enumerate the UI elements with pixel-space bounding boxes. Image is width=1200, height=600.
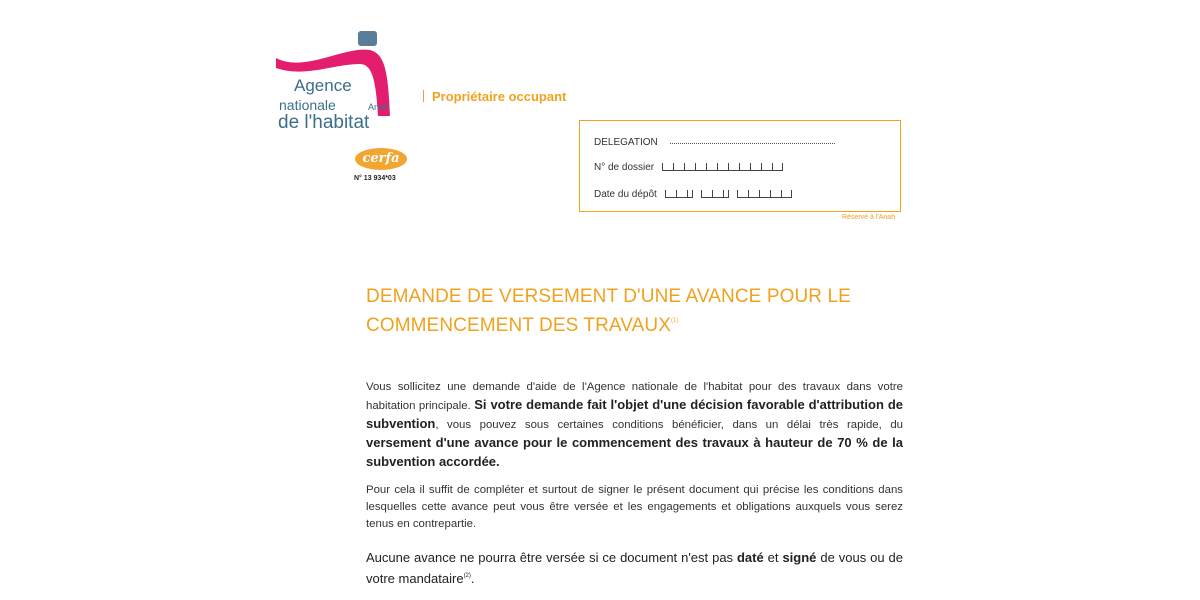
warning-text-2: et <box>763 550 783 565</box>
warning-text-3: de vous ou de votre mandataire <box>366 550 903 586</box>
intro-bold-2: versement d'une avance pour le commencement des travaux à hauteur de 70 % de la subvention accordée. <box>366 435 903 469</box>
cerfa-number: N° 13 934*03 <box>354 175 396 182</box>
logo-word-agence: Agence <box>294 76 352 95</box>
depot-row <box>594 189 792 200</box>
anah-logo <box>274 28 404 138</box>
title-line-2: COMMENCEMENT DES TRAVAUX <box>366 315 672 336</box>
instructions-paragraph: Pour cela il suffit de compléter et surtout de signer le présent document qui précise les conditions dans lesquelles cette avance peut vous être versée et les engagements et obligations auxquels vous serez tenus en contrepartie. <box>366 484 903 530</box>
owner-type-label <box>423 89 566 104</box>
delegation-label: DELEGATION <box>594 137 658 148</box>
delegation-row <box>594 135 835 148</box>
delegation-field[interactable] <box>670 135 835 144</box>
warning-bold-date: daté <box>736 550 764 565</box>
owner-divider <box>423 90 424 102</box>
reserved-note: Réservé à l'Anah <box>842 214 896 221</box>
warning-paragraph <box>366 549 903 588</box>
intro-text-2: , vous pouvez sous certaines conditions bénéficier, dans un délai très rapide, du <box>435 419 903 431</box>
logo-word-nationale: nationale <box>279 97 336 113</box>
owner-type-text: Propriétaire occupant <box>432 89 567 104</box>
warning-note-ref: (2) <box>463 573 471 579</box>
depot-year-field[interactable] <box>737 190 792 198</box>
intro-paragraph <box>366 379 903 472</box>
document-title <box>366 285 926 338</box>
dossier-label: N° de dossier <box>594 162 655 173</box>
dossier-row <box>594 162 783 173</box>
warning-bold-signed: signé <box>782 550 817 565</box>
logo-word-habitat: de l'habitat <box>278 112 370 133</box>
depot-month-field[interactable] <box>701 190 729 198</box>
cerfa-badge: cerfa <box>355 148 407 170</box>
intro-text-1: Vous sollicitez une demande d'aide de l'Agence nationale de l'habitat pour des travaux dans votre habitation principale. <box>366 381 903 412</box>
logo-word-anah: Anah <box>368 102 390 112</box>
depot-day-field[interactable] <box>665 190 693 198</box>
intro-bold-1: Si votre demande fait l'objet d'une décision favorable d'attribution de subvention <box>366 397 903 431</box>
dossier-number-field[interactable] <box>662 163 783 171</box>
reserved-box <box>579 120 901 212</box>
depot-label: Date du dépôt <box>594 189 657 200</box>
warning-text-1: Aucune avance ne pourra être versée si ce document n'est pas <box>366 550 737 565</box>
warning-text-4: . <box>470 571 475 586</box>
title-line-1: DEMANDE DE VERSEMENT D'UNE AVANCE POUR LE <box>366 286 851 307</box>
title-note-ref: (1) <box>671 318 679 324</box>
